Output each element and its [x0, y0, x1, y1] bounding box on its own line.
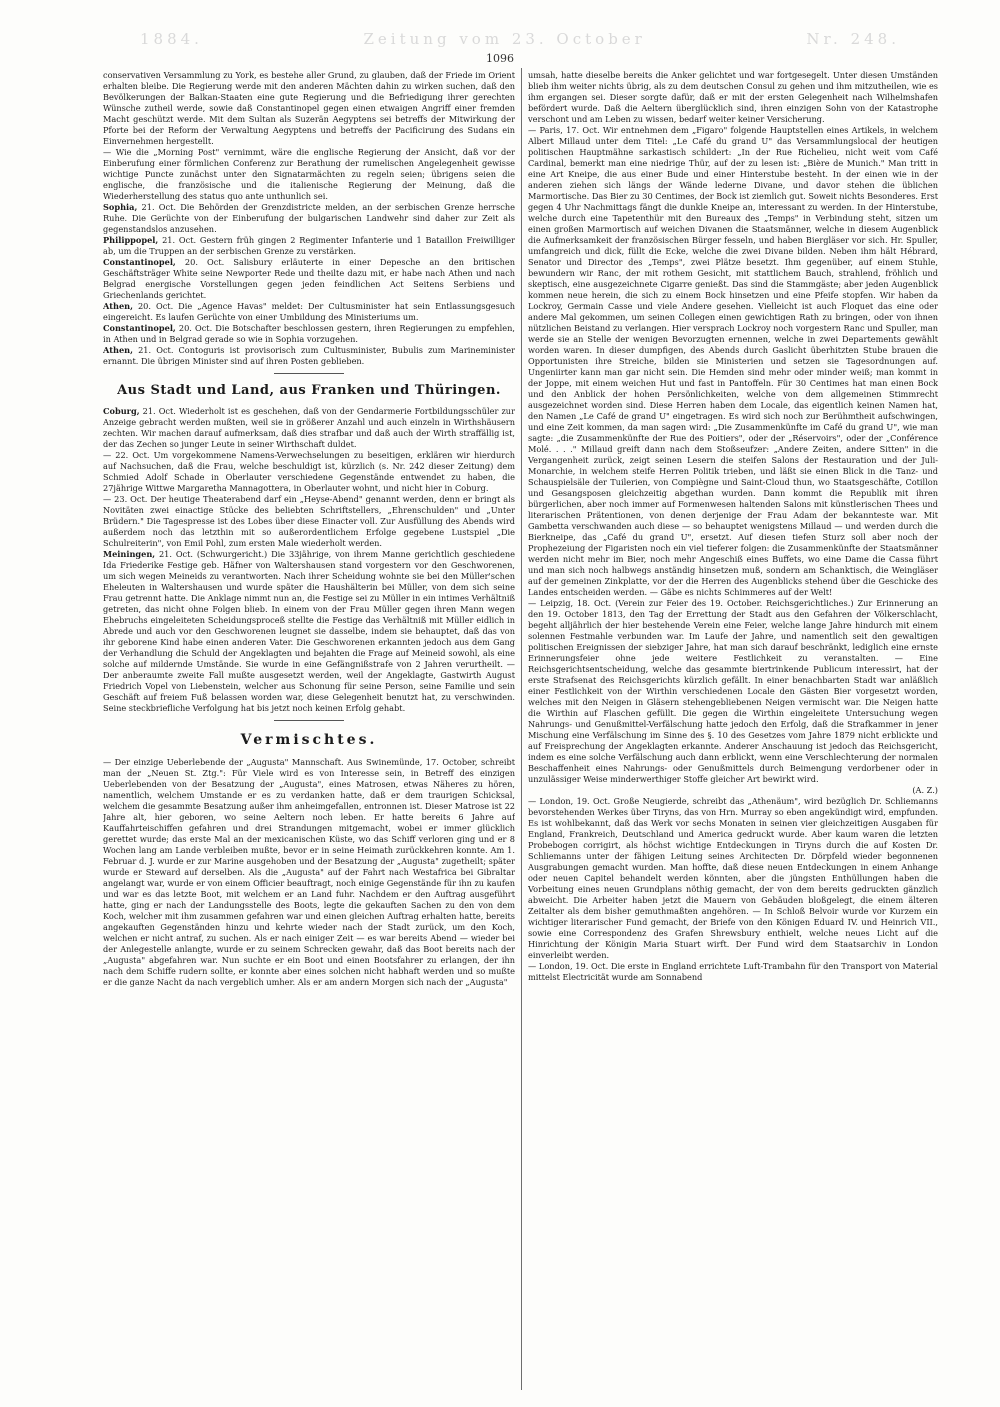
- article-paragraph: umsah, hatte dieselbe bereits die Anker gelichtet und war fortgesegelt. Unter diesen Umständen blieb ihm weiter nichts übrig, als zu dem deutschen Consul zu gehen und ihm mitzutheilen, wie es ihm ergangen sei. Dieser sorgte dafür, daß er mit der ersten Gelegenheit nach Wilhelmshafen befördert wurde. Daß die Aeltern überglücklich sind, ihren einzigen Sohn von der Katastrophe verschont und am Leben zu wissen, bedarf weiter keiner Versicherung.: [528, 70, 938, 124]
- ghost-text-3: Nr. 248.: [806, 30, 900, 48]
- news-text: 20. Oct. Salisbury erläuterte in einer Depesche an den britischen Geschäftsträger White seine Newporter Rede und theilte dazu mit, er habe nach Athen und nach Belgrad energische Vorstellungen gegen jeden feindlichen Act Seitens Serbiens und Griechenlands gerichtet.: [103, 257, 515, 300]
- article-paragraph: — 23. Oct. Der heutige Theaterabend darf ein „Heyse-Abend" genannt werden, denn er bringt als Novitäten zwei einactige Stücke des beliebten Schriftstellers, „Ehrenschulden" und „Unter Brüdern." Die Tagespresse ist des Lobes über diese Einacter voll. Zur Ausfüllung des Abends wird außerdem noch das letzthin mit so außerordentlichem Erfolge gegebene Lustspiel „Die Schulreiterin", von Emil Pohl, zum ersten Male wiederholt werden.: [103, 494, 515, 548]
- column-divider: [521, 68, 522, 1390]
- article-paragraph: — Paris, 17. Oct. Wir entnehmen dem „Figaro" folgende Hauptstellen eines Artikels, in welchem Albert Millaud unter dem Titel: „Le Café du grand U" das Versammlungslocal der heutigen politischen Hauptmähne sarkastisch schildert: „In der Rue Richelieu, nicht weit vom Café Cardinal, bemerkt man eine niedrige Thür, auf der zu lesen ist: „Bière de Munich." Man tritt in eine Art Kneipe, die aus einer Bude und einer Hinterstube besteht. In der einen wie in der anderen ziehen sich längs der Wände lederne Divane, und davor stehen die üblichen Marmortische. Das Bier zu 30 Centimes, der Bock ist ziemlich gut. Soweit nichts Besonderes. Erst gegen 4 Uhr Nachmittags fängt die dunkle Kneipe an, interessant zu werden. In der Hinterstube, welche durch eine Tapetenthür mit den Bureaux des „Temps" in Verbindung steht, sitzen um einen großen Marmortisch auf weichen Divanen die Staatsmänner, welche in diesem Augenblick die Aufmerksamkeit der französischen Bürger fesseln, und haben Biergläser vor sich. Hr. Spuller, umfangreich und dick, füllt die Ecke, welche die zwei Divane bilden. Neben ihm hält Hébrard, Senator und Director des „Temps", zwei Plätze besetzt. Ihm gegenüber, auf einem Stuhle, bewundern wir Ranc, der mit rothem Gesicht, mit stattlichem Bauch, strahlend, fröhlich und skeptisch, eine ausgezeichnete Cigarre genießt. Das sind die Stammgäste; aber jeden Augenblick kommen neue herein, die sich zu einem Bock hinsetzen und eine Pfeife stopfen. Wir haben da Lockroy, Germain Casse und viele Andere gesehen. Vielleicht ist auch Floquet das eine oder andere Mal gekommen, um seinen Collegen einen gewichtigen Rath zu bringen, oder von ihnen nützlichen Beistand zu verlangen. Hier versprach Lockroy noch vorgestern Ranc und Spuller, man werde sie an Stelle der wenigen Bevorzugten ernennen, welche in zwei Departements gewählt worden waren. In dieser dumpfigen, des Abends durch Gaslicht überhitzten Stube brauen die Opportunisten ihre Streiche, bilden sie Ministerien und setzen sie Tagesordnungen auf. Ungeniirter kann man gar nicht sein. Die Hemden sind mehr oder minder weiß; man kommt in der Joppe, mit einem weichen Hut und fast in Pantoffeln. Für 30 Centimes hat man einen Bock und den Anblick der hohen Persönlichkeiten, welche von dem allgemeinen Stimmrecht ausgezeichnet worden sind. Diese Herren haben dem Locale, das eigentlich keinen Namen hat, den Namen „Le Café de grand U" eingetragen. Es wird sich noch zur Berühmtheit aufschwingen, und eine Zeit kommen, da man sagen wird: „Die Zusammenkünfte im Café du grand U", wie man sagte: „die Zusammenkünfte der Rue des Poitiers", oder der „Réservoirs", oder der „Conférence Molé. . . ." Millaud greift dann nach dem Stoßseufzer: „Andere Zeiten, andere Sitten" in die Vergangenheit zurück, zeigt seinen Lesern die steifen Salons der Restauration und der Juli-Monarchie, in welchem steife Herren Politik trieben, und läßt sie einen Blick in die Tanz- und Schauspielsäle der Tuilerien, von Compiègne und Saint-Cloud thun, wo Staatsgeschäfte, Cotillon und Gesangsposen gleichzeitig abgethan wurden. Dann kommt die Republik mit ihren bürgerlichen, aber noch immer auf Formenwesen haltenden Salons mit künstlerischen Thees und literarischen Prätentionen, von denen derjenige der Frau Adam der bekannteste war. Mit Gambetta verschwanden auch diese — so behauptet wenigstens Millaud — und werden durch die Bierkneipe, das „Café du grand U", ersetzt. Auf diesen tiefen Sturz soll aber noch der Prophezeiung der Figaristen noch ein viel tieferer folgen: die Zusammenkünfte der Staatsmänner werden nicht mehr im Bier, noch mehr Angeschiß eines Buffets, wo eine Dame die Cassa führt und man sich noch halbwegs anständig hinsetzen muß, sondern am Schanktisch, die Weingläser auf der gemeinen Zinkplatte, vor der die Herren des Augenblicks stehend über die Geschicke des Landes entscheiden werden. — Gäbe es nichts Schimmeres auf der Welt!: [528, 125, 938, 597]
- news-text: 21. Oct. Die Behörden der Grenzdistricte melden, an der serbischen Grenze herrsche Ruhe. Die Gerüchte von der Einberufung der bulgarischen Landwehr sind daher zur Zeit als gegenstandslos anzusehen.: [103, 202, 515, 234]
- dateline-place: Coburg,: [103, 406, 140, 416]
- news-item: [103, 301, 515, 323]
- article-paragraph: — London, 19. Oct. Große Neugierde, schreibt das „Athenäum", wird bezüglich Dr. Schliemanns bevorstehenden Werkes über Tiryns, das von Hrn. Murray so eben angekündigt wird, empfunden. Es ist wohlbekannt, daß das Werk vor sechs Monaten in seinen vier gleichzeitigen Ausgaben für England, Frankreich, Deutschland und America gedruckt wurde. Aber kaum waren die letzten Probebogen corrigirt, als höchst wichtige Entdeckungen in Tiryns durch die auf Kosten Dr. Schliemanns unter der fähigen Leitung seines Architecten Dr. Dörpfeld wieder begonnenen Ausgrabungen gemacht wurden. Man hoffte, daß diese neuen Entdeckungen in einem Anhange oder neuen Capitel behandelt werden könnten, aber die jüngsten Enthüllungen haben die Vorbeitung eines neuen Grundplans nöthig gemacht, der von dem bereits gedruckten gänzlich abweicht. Die Arbeiter haben jetzt die Mauern von Gebäuden bloßgelegt, die einem älteren Zeitalter als dem bisher gemuthmaßten angehören. — In Schloß Belvoir wurde vor Kurzem ein wichtiger literarischer Fund gemacht, der Briefe von den Königen Eduard IV. und Heinrich VII., sowie eine Correspondenz des Grafen Shrewsbury enthielt, welche neues Licht auf die Hinrichtung der Königin Maria Stuart wirft. Der Fund wird dem Staatsarchiv in London einverleibt werden.: [528, 796, 938, 960]
- news-text: 21. Oct. Contoguris ist provisorisch zum Cultusminister, Bubulis zum Marineminister ernannt. Die übrigen Minister sind auf ihren Posten geblieben.: [103, 345, 515, 366]
- news-text: 21. Oct. Gestern früh gingen 2 Regimenter Infanterie und 1 Bataillon Freiwilliger ab, um die Truppen an der serbischen Grenze zu verstärken.: [103, 235, 515, 256]
- page-number: 1096: [486, 52, 514, 65]
- article-paragraph: — Leipzig, 18. Oct. (Verein zur Feier des 19. October. Reichsgerichtliches.) Zur Erinnerung an den 19. October 1813, den Tag der Errettung der Stadt aus den Gefahren der Völkerschlacht, begeht alljährlich der hier bestehende Verein eine Feier, welche lange Jahre hindurch mit einem solennen Festmahle verbunden war. Im Laufe der Jahre, und namentlich seit den gewaltigen politischen Ereignissen der siebziger Jahre, hat man sich darauf beschränkt, lediglich eine ernste Erinnerungsfeier ohne jede weitere Festlichkeit zu veranstalten. — Eine Reichsgerichtsentscheidung, welche das gesammte biertrinkende Publicum interessirt, hat der erste Strafsenat des Reichsgerichts kürzlich gefällt. In einer benachbarten Stadt war anläßlich einer Festlichkeit von der Wirthin verschiedenen Locale den Gästen Bier vorgesetzt worden, welches mit den Neigen in Gläsern stehengebliebenen Neigen vermischt war. Die Neigen hatte die Wirthin auf Flaschen gefüllt. Die gegen die Wirthin eingeleitete Untersuchung wegen Nahrungs- und Genußmittel-Verfälschung hatte jedoch den Erfolg, daß die Strafkammer in jener Mischung eine Verfälschung im Sinne des §. 10 des Gesetzes vom Jahre 1879 nicht erblickte und auf Freisprechung der Angeklagten erkannte. Anderer Anschauung ist jedoch das Reichsgericht, indem es eine solche Verfälschung auch dann erblickt, wenn eine Verschlechterung der normalen Beschaffenheit eines Nahrungs- oder Genußmittels durch Beimengung verdorbener oder in unzulässiger Weise minderwerthiger Stoffe gleicher Art bewirkt wird.: [528, 598, 938, 784]
- news-item: [103, 549, 515, 714]
- article-paragraph: — 22. Oct. Um vorgekommene Namens-Verwechselungen zu beseitigen, erklären wir hierdurch auf Nachsuchen, daß die Frau, welche beschuldigt ist, kürzlich (s. Nr. 242 dieser Zeitung) dem Schmied Adolf Schade in Oberlauter verschiedene Gegenstände entwendet zu haben, die 27jährige Wittwe Margaretha Mannagottera, in Oberlauter wohnt, und nicht hier in Coburg.: [103, 450, 515, 493]
- news-text: 21. Oct. (Schwurgericht.) Die 33jährige, von ihrem Manne gerichtlich geschiedene Ida Friederike Festige geb. Häfner von Waltershausen stand vorgestern vor den Geschworenen, um sich wegen Meineids zu verantworten. Nach ihrer Scheidung wohnte sie bei den Müller'schen Eheleuten in Waltershausen und wurde später die Haushälterin bei Müller, von dem sich seine Frau getrennt hatte. Die Anklage nimmt nun an, die Festige sei zu Müller in ein intimes Verhältniß getreten, das nicht ohne Folgen blieb. In einem von der Frau Müller gegen ihren Mann wegen Ehebruchs eingeleiteten Scheidungsproceß stellte die Festige das Verhältniß mit Müller eidlich in Abrede und auch vor den Geschworenen leugnet sie dasselbe, indem sie behauptet, daß das von ihr geborene Kind habe einen anderen Vater. Die Geschworenen erkannten jedoch aus dem Gang der Verhandlung die Schuld der Angeklagten und bejahten die Frage auf Meineid sowohl, als eine solche auf mildernde Umstände. Sie wurde in eine Gefängnißstrafe von 2 Jahren verurtheilt. — Der anberaumte zweite Fall mußte ausgesetzt werden, weil der Angeklagte, Gastwirth August Friedrich Vopel von Liebenstein, welcher aus Schonung für seine Person, seine Familie und sein Geschäft auf freiem Fuß belassen worden war, diese Gelegenheit benutzt hat, zu verschwinden. Seine steckbriefliche Verfolgung hat bis jetzt noch keinen Erfolg gehabt.: [103, 549, 515, 713]
- news-item: [103, 323, 515, 345]
- news-text: 21. Oct. Wiederholt ist es geschehen, daß von der Gendarmerie Fortbildungsschüler zur Anzeige gebracht werden mußten, weil sie in größerer Anzahl und auch einzeln in Wirthshäusern zechten. Wir machen darauf aufmerksam, daß dies strafbar und daß auch der Wirth straffällig ist, der das Zechen so junger Leute in seiner Wirthschaft duldet.: [103, 406, 515, 449]
- dateline-place: Sophia,: [103, 202, 138, 212]
- ghost-text-2: Zeitung vom 23. October: [363, 30, 646, 48]
- left-column: [103, 70, 515, 1392]
- section-heading: Vermischtes.: [240, 732, 378, 748]
- news-text: 20. Oct. Die Botschafter beschlossen gestern, ihren Regierungen zu empfehlen, in Athen und in Belgrad gerade so wie in Sophia vorzugehen.: [103, 323, 515, 344]
- dateline-place: Constantinopel,: [103, 323, 176, 333]
- news-item: [103, 406, 515, 450]
- source-signature: (A. Z.): [912, 785, 938, 795]
- right-column: [528, 70, 938, 1392]
- news-item: [103, 257, 515, 301]
- news-text: 20. Oct. Die „Agence Havas" meldet: Der Cultusminister hat sein Entlassungsgesuch eingereicht. Es laufen Gerüchte von einer Umbildung des Ministeriums um.: [103, 301, 515, 322]
- dateline-place: Athen,: [103, 345, 133, 355]
- news-item: [103, 202, 515, 235]
- article-paragraph: — Wie die „Morning Post" vernimmt, wäre die englische Regierung der Ansicht, daß vor der Einberufung einer förmlichen Conferenz zur Berathung der rumelischen Angelegenheit gewisse wichtige Puncte zunächst unter den Signatarmächten zu regeln seien; übrigens seien die englische, die französische und die italienische Regierung der Meinung, daß die Wiederherstellung des status quo ante unthunlich sei.: [103, 147, 515, 201]
- section-heading: Aus Stadt und Land, aus Franken und Thüringen.: [117, 383, 501, 398]
- separator-rule: [274, 720, 344, 721]
- article-paragraph: conservativen Versammlung zu York, es bestehe aller Grund, zu glauben, daß der Friede im Orient erhalten bleibe. Die Regierung werde mit den anderen Mächten dahin zu wirken suchen, daß den Bevölkerungen der Balkan-Staaten eine gute Regierung und die Befriedigung ihrer gerechten Wünsche zutheil werde, sowie daß Constantinopel gegen einen etwaigen Angriff einer fremden Macht geschützt werde. Mit dem Sultan als Suzerän Aegyptens sei betreffs der Mitwirkung der Pforte bei der Reform der Verwaltung Aegyptens und betreffs der Pacificirung des Sudans ein Einvernehmen hergestellt.: [103, 70, 515, 146]
- news-item: [103, 235, 515, 257]
- ghost-text-1: 1884.: [140, 30, 203, 48]
- news-item: [103, 345, 515, 367]
- article-paragraph: — London, 19. Oct. Die erste in England errichtete Luft-Trambahn für den Transport von Material mittelst Electricität wurde am Sonnabend: [528, 961, 938, 982]
- separator-rule: [274, 373, 344, 374]
- dateline-place: Constantinopel,: [103, 257, 176, 267]
- show-through-header: [140, 30, 900, 48]
- dateline-place: Athen,: [103, 301, 133, 311]
- dateline-place: Meiningen,: [103, 549, 156, 559]
- dateline-place: Philippopel,: [103, 235, 159, 245]
- article-paragraph: — Der einzige Ueberlebende der „Augusta" Mannschaft. Aus Swinemünde, 17. October, schreibt man der „Neuen St. Ztg.": Für Viele wird es von Interesse sein, in Betreff des einzigen Ueberlebenden von der Besatzung der „Augusta", eines Matrosen, etwas Näheres zu hören, namentlich, welchem Umstande er es zu verdanken hatte, daß er dem traurigen Schicksal, welchem die gesammte Besatzung außer ihm anheimgefallen, entronnen ist. Dieser Matrose ist 22 Jahre alt, hier geboren, wo seine Aeltern noch leben. Er hatte bereits 6 Jahre auf Kauffahrteischiffen gefahren und drei Strandungen mitgemacht, wobei er immer glücklich gerettet wurde; das erste Mal an der mexicanischen Küste, wo das Schiff verloren ging und er 8 Wochen lang am Lande verbleiben mußte, bevor er in seine Heimath zurückkehren konnte. Am 1. Februar d. J. wurde er zur Marine ausgehoben und der Besatzung der „Augusta" zugetheilt; später wurde er Steward auf derselben. Als die „Augusta" auf der Fahrt nach Westafrica bei Gibraltar angelangt war, wurde er von einem Officier beauftragt, noch einige Gegenstände für ihn zu kaufen und war es das letzte Boot, mit welchem er an Land fuhr. Nachdem er den Auftrag ausgeführt hatte, ging er nach der Landungsstelle des Boots, legte die gekauften Sachen zu den von dem Koch, welcher mit ihm zusammen gefahren war und einen gleichen Auftrag erhalten hatte, bereits angekauften Gegenständen hinzu und kehrte wieder nach der Stadt zurück, um den Koch, welchen er nicht antraf, zu suchen. Als er nach einiger Zeit — es war bereits Abend — wieder bei der Anlegestelle anlangte, wurde er zu seinem Schrecken gewahr, daß das Boot bereits nach der „Augusta" abgefahren war. Nun suchte er ein Boot und einen Bootsfahrer zu erlangen, der ihn nach dem Schiffe rudern sollte, er konnte aber eines solchen nicht habhaft werden und so mußte er die ganze Nacht da nach vergeblich umher. Als er am andern Morgen sich nach der „Augusta": [103, 757, 515, 987]
